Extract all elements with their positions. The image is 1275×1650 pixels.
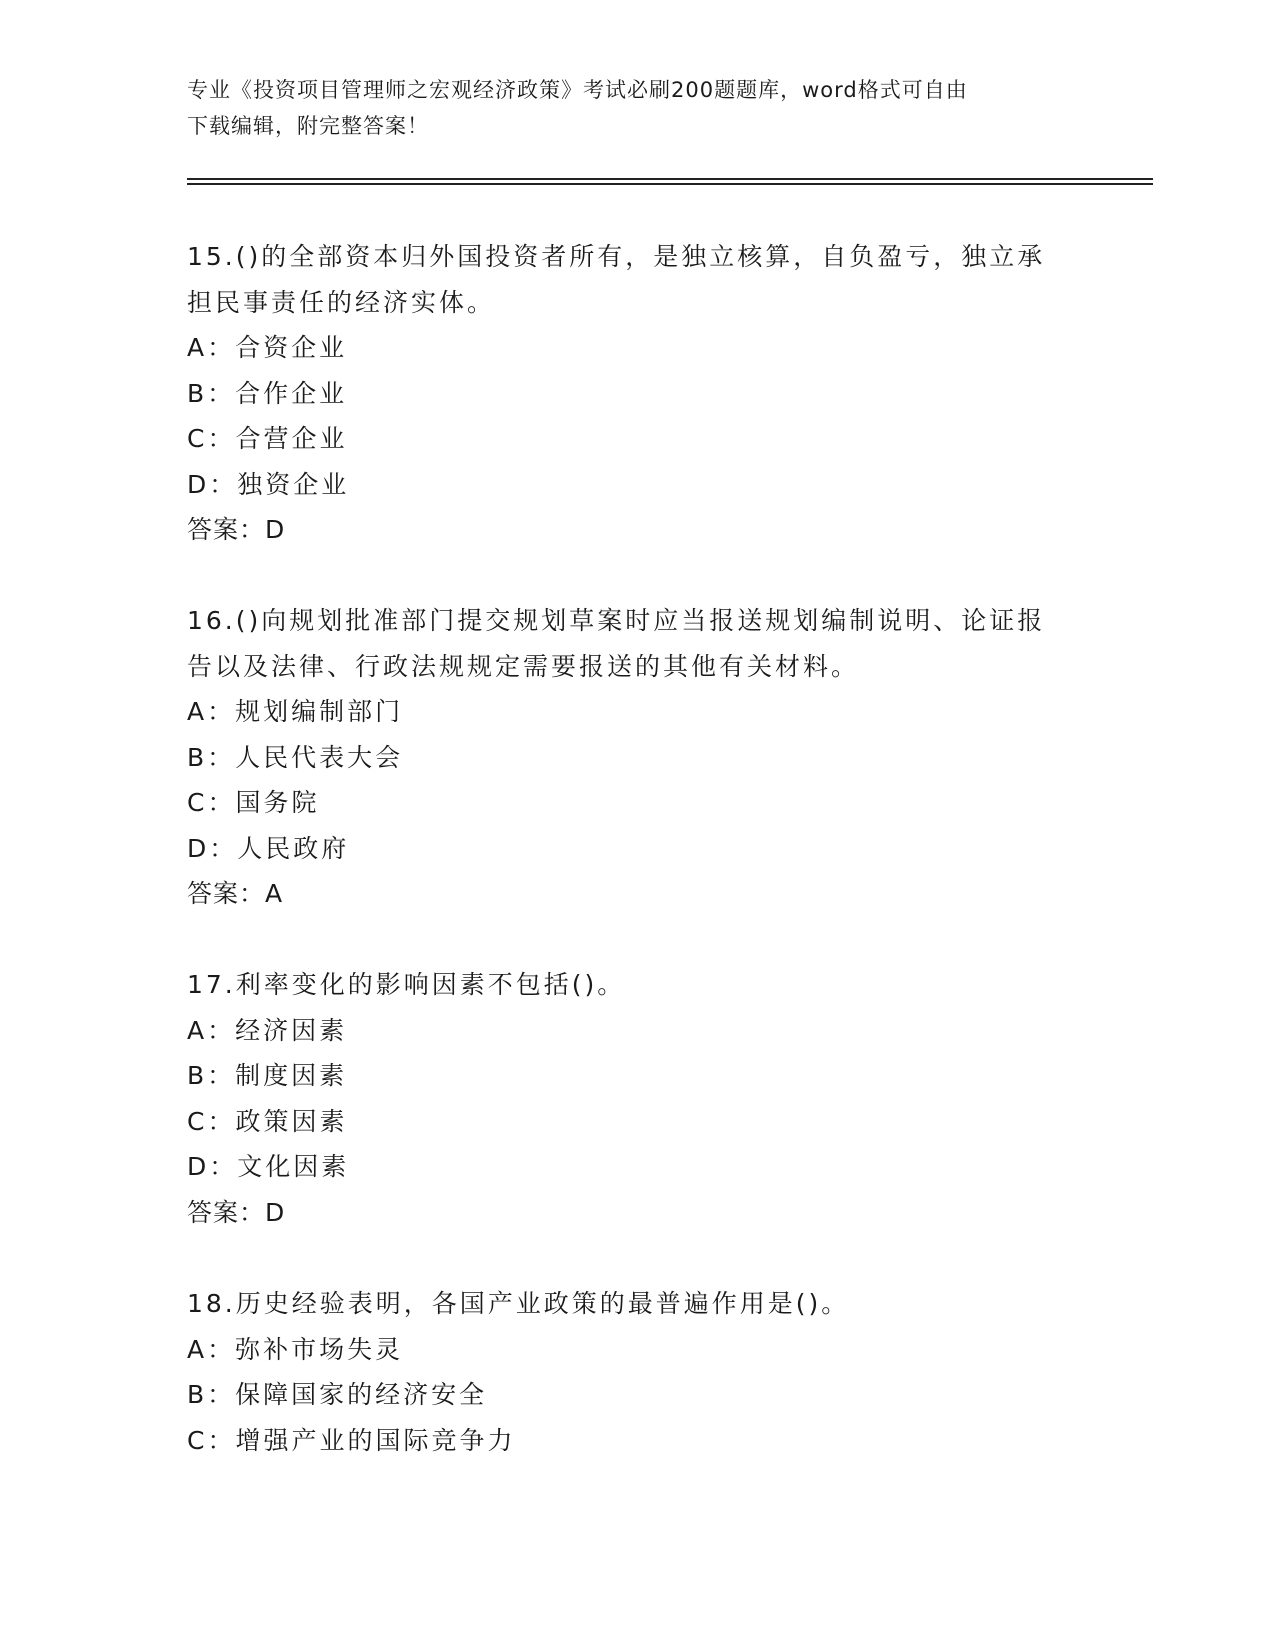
option-a: A：经济因素 (187, 1015, 348, 1045)
option-c: C：增强产业的国际竞争力 (187, 1425, 516, 1455)
question-stem-line: 15.()的全部资本归外国投资者所有，是独立核算，自负盈亏，独立承 (187, 242, 1046, 271)
option-b: B：制度因素 (187, 1061, 348, 1090)
option-a: A：合资企业 (187, 333, 348, 362)
document-header (187, 72, 1087, 144)
question-stem-line: 16.()向规划批准部门提交规划草案时应当报送规划编制说明、论证报 (187, 606, 1046, 635)
question-stem-line: 18.历史经验表明，各国产业政策的最普遍作用是()。 (187, 1289, 850, 1318)
question-16 (187, 598, 1087, 917)
option-d: D：人民政府 (187, 833, 350, 863)
question-stem-line: 担民事责任的经济实体。 (187, 287, 496, 317)
question-15 (187, 234, 1087, 553)
option-b: B：人民代表大会 (187, 742, 404, 772)
question-stem-line: 17.利率变化的影响因素不包括()。 (187, 970, 626, 999)
question-17 (187, 962, 1087, 1235)
option-c: C：合营企业 (187, 424, 348, 453)
answer-line: 答案：D (187, 515, 286, 544)
option-b: B：合作企业 (187, 378, 348, 408)
option-a: A：弥补市场失灵 (187, 1334, 404, 1364)
header-line-1: 专业《投资项目管理师之宏观经济政策》考试必刷200题题库，word格式可自由 (187, 78, 968, 102)
option-c: C：政策因素 (187, 1106, 348, 1136)
header-line-2: 下载编辑，附完整答案！ (187, 114, 429, 138)
question-18 (187, 1281, 1087, 1463)
option-a: A：规划编制部门 (187, 697, 404, 726)
option-b: B：保障国家的经济安全 (187, 1380, 488, 1409)
answer-line: 答案：A (187, 879, 284, 908)
answer-line: 答案：D (187, 1197, 286, 1227)
header-divider-top (187, 178, 1153, 180)
header-divider-bottom (187, 183, 1153, 185)
option-d: D：独资企业 (187, 469, 350, 499)
question-stem-line: 告以及法律、行政法规规定需要报送的其他有关材料。 (187, 651, 860, 681)
option-d: D：文化因素 (187, 1152, 350, 1181)
option-c: C：国务院 (187, 788, 320, 817)
